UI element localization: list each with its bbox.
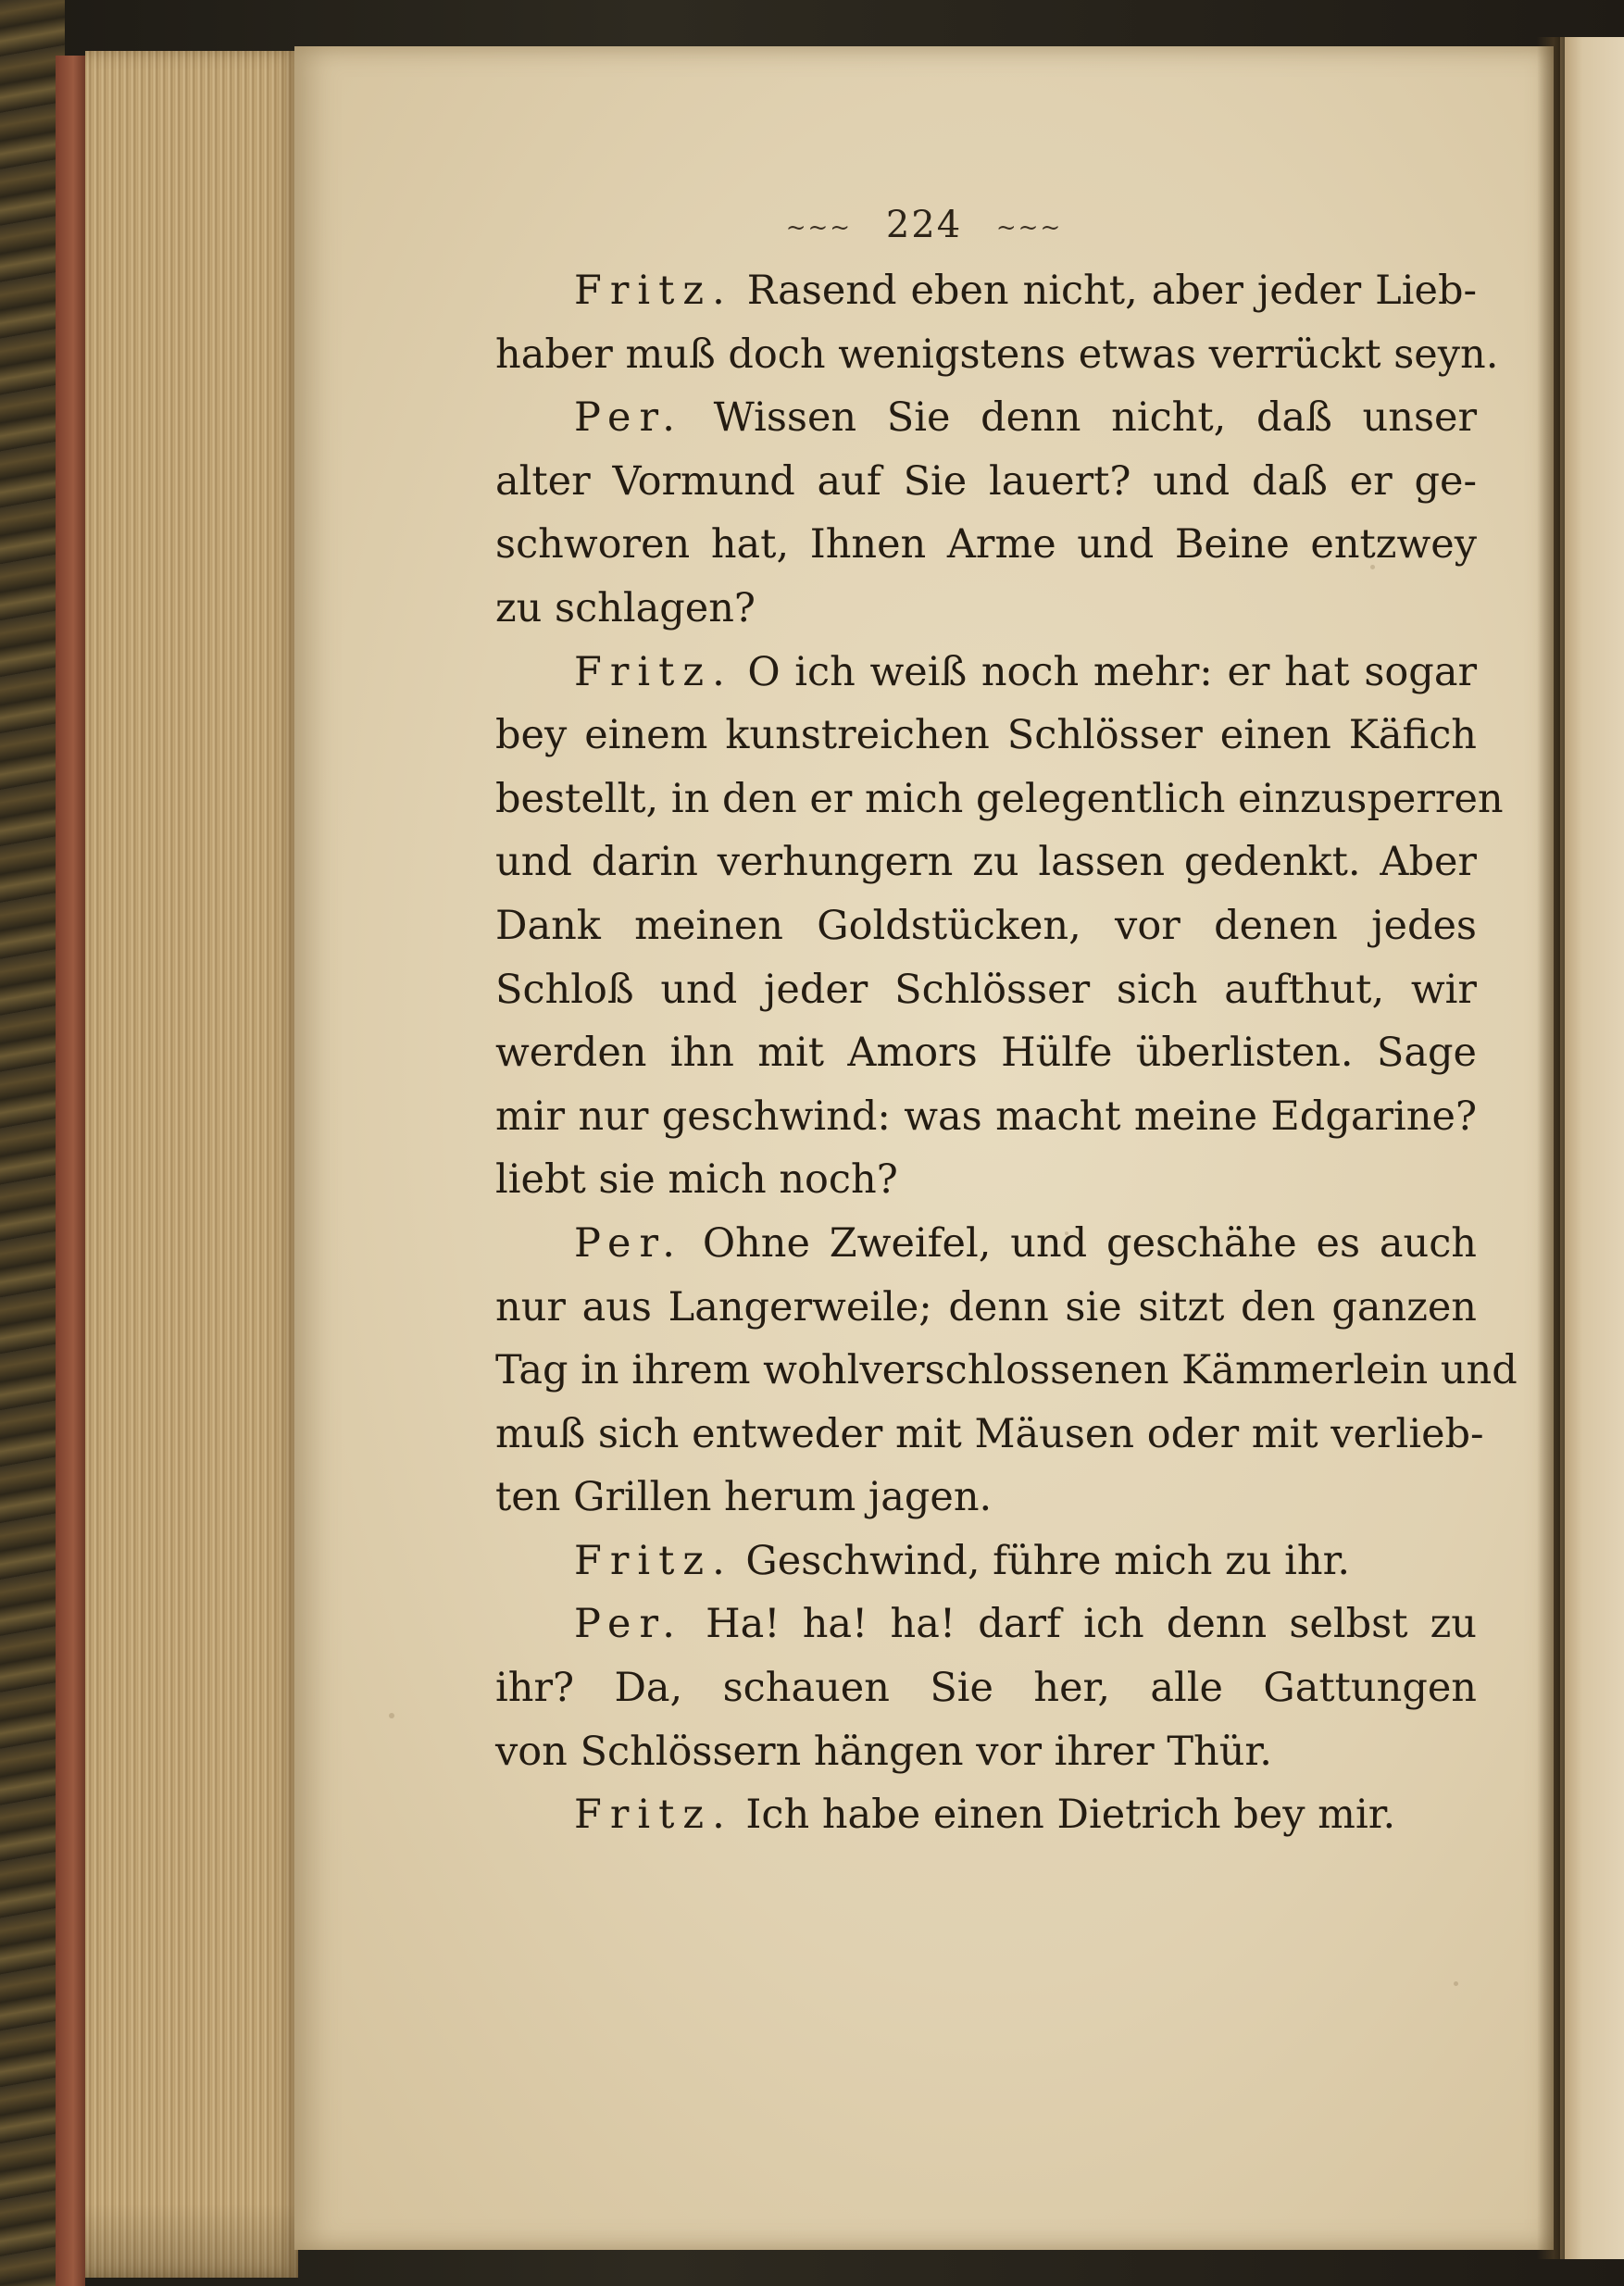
text-line — [495, 641, 1477, 705]
text-line — [495, 1339, 1518, 1403]
text-line — [495, 1593, 1477, 1656]
paper-speck — [389, 1713, 394, 1718]
text-line — [495, 1403, 1484, 1467]
text-line — [495, 386, 1477, 450]
speaker-name: Fritz. — [574, 1792, 733, 1839]
text-line — [495, 1212, 1477, 1276]
header-ornament-left: ~~~ — [785, 214, 853, 242]
line-text: werden ihn mit Amors Hülfe überlisten. Sage — [495, 1030, 1477, 1077]
line-text: und darin verhungern zu lassen gedenkt. Aber — [495, 839, 1477, 886]
line-text: mir nur geschwind: was macht meine Edgarine? — [495, 1093, 1477, 1140]
line-text: zu schlagen? — [495, 584, 756, 631]
page-stack-shadow — [85, 2204, 298, 2278]
line-text: ihr? Da, schauen Sie her, alle Gattungen — [495, 1665, 1477, 1712]
text-line — [495, 1530, 1477, 1593]
page-number: 224 — [885, 204, 963, 246]
facing-page-edge — [1560, 37, 1624, 2259]
line-text: muß sich entweder mit Mäusen oder mit verlieb- — [495, 1410, 1484, 1457]
cover-edge — [56, 56, 85, 2286]
page-gutter — [1537, 37, 1565, 2259]
text-line — [495, 958, 1477, 1022]
speaker-name: Fritz. — [574, 1537, 733, 1584]
text-line — [495, 1656, 1477, 1720]
line-text: Dank meinen Goldstücken, vor denen jedes — [495, 902, 1477, 949]
page-stack-edges — [85, 51, 298, 2278]
line-text: Geschwind, führe mich zu ihr. — [745, 1537, 1351, 1584]
line-text: schworen hat, Ihnen Arme und Beine entzwey — [495, 521, 1477, 568]
text-line — [495, 1783, 1477, 1847]
line-text: Ha! ha! ha! darf ich denn selbst zu — [706, 1601, 1478, 1648]
text-line — [495, 768, 1504, 831]
line-text: Rasend eben nicht, aber jeder Lieb- — [746, 268, 1477, 314]
line-text: bey einem kunstreichen Schlösser einen Käfich — [495, 712, 1477, 759]
text-line — [495, 704, 1477, 768]
text-line — [495, 577, 1477, 641]
text-line — [495, 831, 1477, 894]
page-header — [294, 204, 1554, 246]
text-line — [495, 450, 1477, 514]
text-line — [495, 513, 1477, 577]
text-line — [495, 1276, 1477, 1340]
line-text: nur aus Langerweile; denn sie sitzt den ganzen — [495, 1283, 1477, 1330]
text-line — [495, 259, 1477, 323]
line-text: haber muß doch wenigstens etwas verrückt seyn. — [495, 331, 1499, 378]
line-text: ten Grillen herum jagen. — [495, 1474, 993, 1521]
speaker-name: Per. — [574, 1219, 683, 1267]
line-text: O ich weiß noch mehr: er hat sogar — [747, 648, 1478, 695]
text-line — [495, 1466, 1477, 1530]
speaker-name: Per. — [574, 1601, 683, 1648]
text-line — [495, 1720, 1477, 1784]
header-ornament-right: ~~~ — [995, 214, 1063, 242]
speaker-name: Fritz. — [574, 648, 733, 695]
line-text: alter Vormund auf Sie lauert? und daß er ge- — [495, 457, 1477, 505]
text-line — [495, 1085, 1477, 1149]
line-text: Tag in ihrem wohlverschlossenen Kämmerlein und — [495, 1347, 1518, 1394]
speaker-name: Per. — [574, 394, 683, 442]
line-text: bestellt, in den er mich gelegentlich einzusperren — [495, 775, 1504, 822]
text-line — [495, 894, 1477, 958]
line-text: Ohne Zweifel, und geschähe es auch — [702, 1219, 1477, 1267]
line-text: liebt sie mich noch? — [495, 1156, 898, 1204]
line-text: von Schlössern hängen vor ihrer Thür. — [495, 1728, 1272, 1775]
text-line — [495, 323, 1499, 387]
text-line — [495, 1148, 1477, 1212]
line-text: Wissen Sie denn nicht, daß unser — [713, 394, 1478, 442]
paper-speck — [1454, 1981, 1458, 1986]
line-text: Schloß und jeder Schlösser sich aufthut, wir — [495, 966, 1477, 1013]
text-line — [495, 1021, 1477, 1085]
line-text: Ich habe einen Dietrich bey mir. — [745, 1792, 1396, 1839]
speaker-name: Fritz. — [574, 268, 733, 314]
page-body-text — [495, 259, 1518, 1847]
